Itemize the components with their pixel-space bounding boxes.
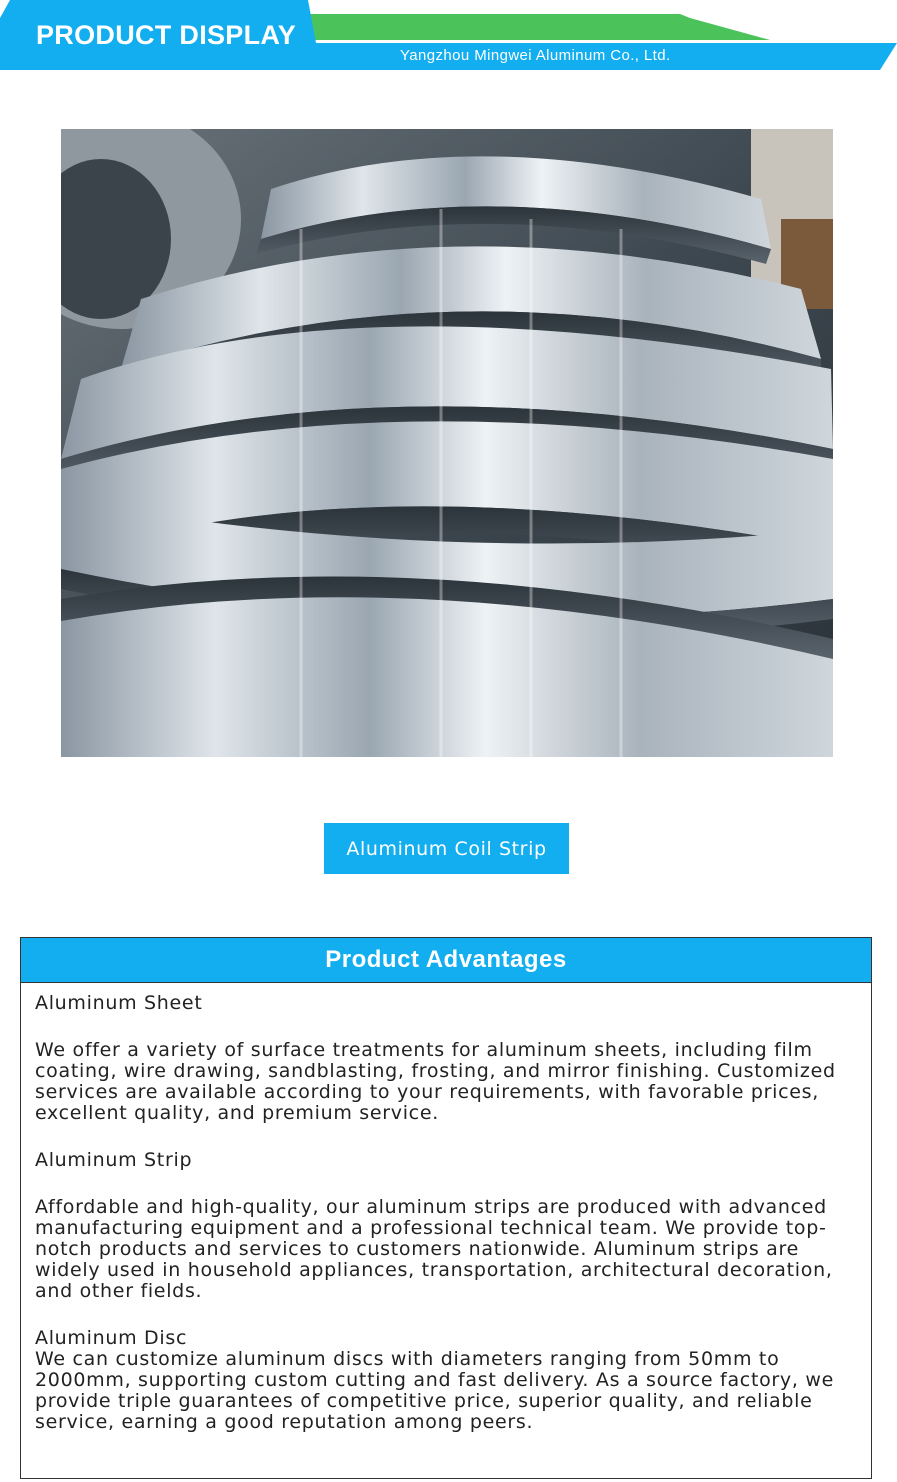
section-heading-disc: Aluminum Disc bbox=[35, 1327, 188, 1349]
product-advantages-box bbox=[20, 937, 872, 1479]
section-text-strip: Affordable and high-quality, our aluminum strips are produced with advanced manufacturing equipment and a professional technical team. We provide top-notch products and services to customers nationwide. Aluminum strips are widely used in household appliances, transportation, architectural decoration, and other fields. bbox=[35, 1196, 833, 1302]
product-label: Aluminum Coil Strip bbox=[324, 823, 569, 874]
company-name: Yangzhou Mingwei Aluminum Co., Ltd. bbox=[400, 47, 671, 64]
section-text-sheet: We offer a variety of surface treatments for aluminum sheets, including film coating, wire drawing, sandblasting, frosting, and mirror finishing. Customized services are available according to your requirements, with favorable prices, excellent quality, and premium service. bbox=[35, 1039, 836, 1124]
section-heading-sheet: Aluminum Sheet bbox=[35, 992, 203, 1014]
advantages-body bbox=[21, 983, 871, 1433]
section-heading-strip: Aluminum Strip bbox=[35, 1149, 193, 1171]
banner-title: PRODUCT DISPLAY bbox=[36, 20, 297, 50]
product-photo bbox=[61, 129, 833, 757]
header-banner bbox=[0, 0, 897, 75]
section-text-disc: We can customize aluminum discs with diameters ranging from 50mm to 2000mm, supporting custom cutting and fast delivery. As a source factory, we provide triple guarantees of competitive price, superior quality, and reliable service, earning a good reputation among peers. bbox=[35, 1348, 834, 1433]
aluminum-coil-image bbox=[61, 129, 833, 757]
advantages-title: Product Advantages bbox=[21, 938, 871, 983]
